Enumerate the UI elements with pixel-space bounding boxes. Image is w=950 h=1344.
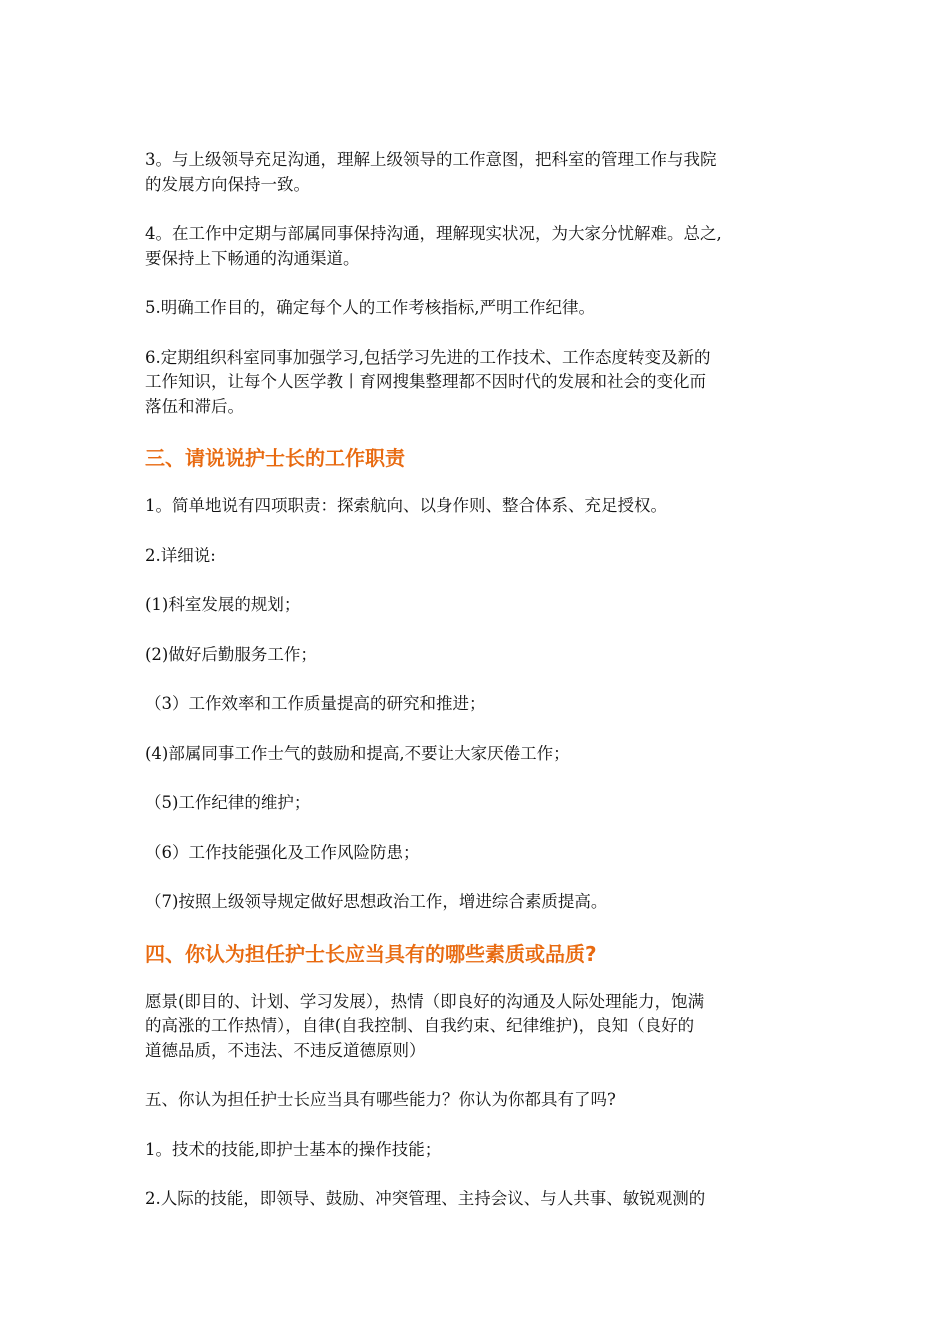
paragraph-line: 1。技术的技能,即护士基本的操作技能； [145, 1139, 442, 1159]
paragraph-line: 的高涨的工作热情），自律(自我控制、自我约束、纪律维护)，良知（良好的 [145, 1016, 695, 1035]
paragraph-line: 5.明确工作目的，确定每个人的工作考核指标,严明工作纪律。 [145, 298, 595, 317]
section-heading: 四、你认为担任护士长应当具有的哪些素质或品质? [145, 941, 597, 966]
paragraph-line: 1。简单地说有四项职责：探索航向、以身作则、整合体系、充足授权。 [145, 496, 667, 515]
paragraph-line: （7)按照上级领导规定做好思想政治工作，增进综合素质提高。 [145, 892, 608, 911]
paragraph-line: 6.定期组织科室同事加强学习,包括学习先进的工作技术、工作态度转变及新的 [145, 347, 711, 367]
paragraph-line: 落伍和滞后。 [145, 396, 244, 416]
paragraph [145, 1088, 815, 1113]
paragraph-line: 3。与上级领导充足沟通，理解上级领导的工作意图，把科室的管理工作与我院 [145, 150, 717, 169]
paragraph [145, 990, 815, 1064]
paragraph [145, 222, 815, 271]
paragraph-line: 的发展方向保持一致。 [145, 174, 310, 194]
paragraph [145, 346, 815, 420]
paragraph [145, 742, 815, 767]
paragraph [145, 494, 815, 519]
paragraph-line: 2.人际的技能，即领导、鼓励、冲突管理、主持会议、与人共事、敏锐观测的 [145, 1189, 706, 1208]
paragraph [145, 593, 815, 618]
paragraph-line: 愿景(即目的、计划、学习发展），热情（即良好的沟通及人际处理能力，饱满 [145, 991, 705, 1011]
paragraph [145, 791, 815, 816]
paragraph-line: 五、你认为担任护士长应当具有哪些能力？你认为你都具有了吗? [145, 1090, 616, 1109]
paragraph-line: （3）工作效率和工作质量提高的研究和推进； [145, 694, 486, 713]
paragraph [145, 692, 815, 717]
paragraph [145, 1138, 815, 1163]
paragraph-line: (1)科室发展的规划； [145, 595, 301, 614]
paragraph [145, 296, 815, 321]
paragraph [145, 841, 815, 866]
paragraph [145, 544, 815, 569]
paragraph [145, 643, 815, 668]
paragraph [145, 148, 815, 197]
paragraph [145, 890, 815, 915]
document-page [145, 148, 815, 1237]
paragraph-line: （5)工作纪律的维护； [145, 793, 311, 812]
paragraph-line: (2)做好后勤服务工作； [145, 644, 317, 664]
paragraph-line: (4)部属同事工作士气的鼓励和提高,不要让大家厌倦工作； [145, 743, 570, 763]
paragraph-line: 工作知识，让每个人医学教丨育网搜集整理都不因时代的发展和社会的变化而 [145, 372, 706, 391]
paragraph-line: 2.详细说: [145, 545, 216, 565]
paragraph-line: （6）工作技能强化及工作风险防患； [145, 842, 420, 862]
paragraph-line: 4。在工作中定期与部属同事保持沟通，理解现实状况，为大家分忧解难。总之, [145, 224, 722, 243]
paragraph-line: 要保持上下畅通的沟通渠道。 [145, 248, 360, 268]
section-heading: 三、请说说护士长的工作职责 [145, 446, 405, 470]
paragraph-line: 道德品质，不违法、不违反道德原则） [145, 1040, 426, 1060]
paragraph [145, 1187, 815, 1212]
